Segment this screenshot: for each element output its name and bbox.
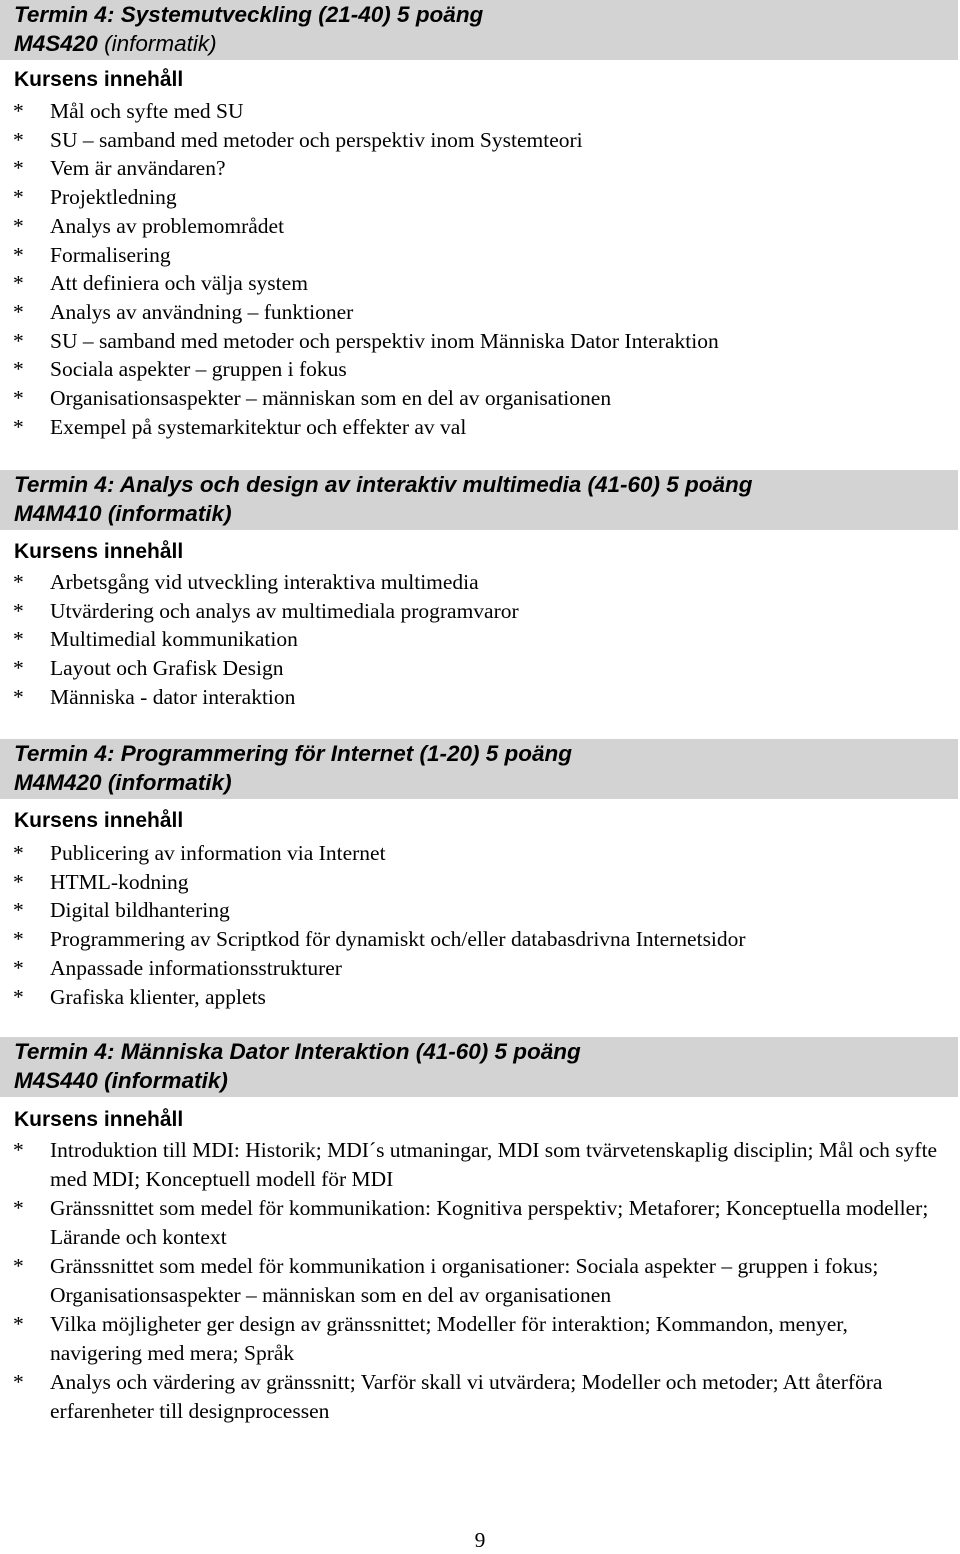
list-item <box>0 839 945 868</box>
course-department: (informatik) <box>104 1068 228 1093</box>
list-item <box>0 355 945 384</box>
list-item <box>0 868 945 897</box>
list-item <box>0 954 945 983</box>
bullet-star: * <box>13 185 24 210</box>
list-item-text: Analys av problemområdet <box>50 213 285 238</box>
course-code-line <box>14 769 232 797</box>
list-item <box>0 597 945 626</box>
bullet-star: * <box>13 684 24 709</box>
content-list <box>0 97 945 441</box>
list-item-text: Vem är användaren? <box>50 156 226 181</box>
list-item-text: Grafiska klienter, applets <box>50 984 266 1009</box>
list-item-text: Exempel på systemarkitektur och effekter av val <box>50 414 467 439</box>
bullet-star: * <box>13 927 24 952</box>
course-department: (informatik) <box>107 770 232 795</box>
list-item-text: Arbetsgång vid utveckling interaktiva multimedia <box>50 570 479 594</box>
page-number: 9 <box>474 1528 486 1552</box>
course-header <box>0 470 958 530</box>
course-title: Termin 4: Programmering för Internet (1-20) 5 poäng <box>14 741 573 766</box>
list-item-text: HTML-kodning <box>50 869 189 894</box>
course-code: M4M410 <box>14 501 102 526</box>
list-item-text: Analys och värdering av gränssnitt; Varför skall vi utvärdera; Modeller och metoder; Att återföra erfarenheter till designprocessen <box>50 1370 883 1423</box>
list-item <box>0 625 945 654</box>
bullet-star: * <box>13 127 24 152</box>
list-item-text: Projektledning <box>50 185 177 210</box>
course-header <box>0 739 958 799</box>
course-code: M4M420 <box>14 770 102 795</box>
list-item <box>0 683 945 712</box>
bullet-star: * <box>13 627 24 652</box>
bullet-star: * <box>13 242 24 267</box>
list-item-text: Programmering av Scriptkod för dynamiskt och/eller databasdrivna Internetsidor <box>50 927 746 952</box>
bullet-star: * <box>13 1196 24 1220</box>
list-item-text: Layout och Grafisk Design <box>50 656 284 681</box>
list-item <box>0 1194 945 1252</box>
list-item <box>0 1368 945 1426</box>
bullet-star: * <box>13 213 24 238</box>
content-heading: Kursens innehåll <box>14 68 184 91</box>
course-header <box>0 1037 958 1097</box>
content-heading: Kursens innehåll <box>14 540 184 563</box>
list-item-text: SU – samband med metoder och perspektiv inom Systemteori <box>50 127 583 152</box>
bullet-star: * <box>13 656 24 681</box>
list-item <box>0 384 945 413</box>
list-item-text: Organisationsaspekter – människan som en del av organisationen <box>50 386 612 411</box>
list-item-text: Digital bildhantering <box>50 898 230 923</box>
list-item-text: Mål och syfte med SU <box>50 99 244 123</box>
bullet-star: * <box>13 386 24 411</box>
list-item <box>0 126 945 155</box>
list-item <box>0 298 945 327</box>
course-title: Termin 4: Systemutveckling (21-40) 5 poäng <box>14 2 484 27</box>
content-heading: Kursens innehåll <box>14 809 184 832</box>
list-item-text: Utvärdering och analys av multimediala programvaror <box>50 598 519 623</box>
bullet-star: * <box>13 841 24 865</box>
list-item-text: Publicering av information via Internet <box>50 841 386 865</box>
bullet-star: * <box>13 1312 24 1336</box>
list-item <box>0 97 945 126</box>
course-code: M4S440 <box>14 1068 98 1093</box>
bullet-star: * <box>13 299 24 324</box>
list-item <box>0 154 945 183</box>
list-item <box>0 183 945 212</box>
course-code-line <box>14 1067 228 1095</box>
list-item-text: Sociala aspekter – gruppen i fokus <box>50 357 347 382</box>
bullet-star: * <box>13 357 24 382</box>
list-item-text: Anpassade informationsstrukturer <box>50 955 342 980</box>
list-item <box>0 212 945 241</box>
content-list <box>0 568 945 712</box>
course-department: (informatik) <box>104 31 217 56</box>
list-item <box>0 654 945 683</box>
list-item-text: Att definiera och välja system <box>50 271 308 296</box>
list-item <box>0 1252 945 1310</box>
list-item-text: Gränssnittet som medel för kommunikation: Kognitiva perspektiv; Metaforer; Konceptuella modeller; Lärande och kontext <box>50 1196 929 1249</box>
content-list <box>0 839 945 1011</box>
list-item-text: SU – samband med metoder och perspektiv inom Människa Dator Interaktion <box>50 328 719 353</box>
bullet-star: * <box>13 1138 24 1162</box>
list-item <box>0 1136 945 1194</box>
bullet-star: * <box>13 156 24 181</box>
bullet-star: * <box>13 898 24 923</box>
bullet-star: * <box>13 955 24 980</box>
list-item-text: Människa - dator interaktion <box>50 684 296 709</box>
course-title: Termin 4: Människa Dator Interaktion (41-60) 5 poäng <box>14 1039 581 1064</box>
list-item <box>0 241 945 270</box>
content-heading: Kursens innehåll <box>14 1108 184 1131</box>
course-code: M4S420 <box>14 31 98 56</box>
course-title: Termin 4: Analys och design av interaktiv multimedia (41-60) 5 poäng <box>14 472 753 497</box>
bullet-star: * <box>13 271 24 296</box>
bullet-star: * <box>13 328 24 353</box>
list-item <box>0 269 945 298</box>
bullet-star: * <box>13 99 24 123</box>
course-code-line <box>14 30 217 58</box>
list-item-text: Analys av användning – funktioner <box>50 299 354 324</box>
bullet-star: * <box>13 869 24 894</box>
bullet-star: * <box>13 570 24 594</box>
list-item-text: Introduktion till MDI: Historik; MDI´s utmaningar, MDI som tvärvetenskaplig disciplin; Mål och syfte med MDI; Konceptuell modell för MDI <box>50 1138 938 1191</box>
course-header <box>0 0 958 60</box>
list-item-text: Formalisering <box>50 242 171 267</box>
list-item <box>0 568 945 597</box>
bullet-star: * <box>13 984 24 1009</box>
bullet-star: * <box>13 1370 24 1394</box>
course-department: (informatik) <box>107 501 232 526</box>
list-item <box>0 983 945 1012</box>
list-item-text: Gränssnittet som medel för kommunikation i organisationer: Sociala aspekter – gruppen i fokus; Organisationsaspekter – människan som en del av organisationen <box>50 1254 879 1307</box>
bullet-star: * <box>13 1254 24 1278</box>
list-item-text: Multimedial kommunikation <box>50 627 298 652</box>
list-item <box>0 413 945 442</box>
list-item <box>0 1310 945 1368</box>
list-item <box>0 327 945 356</box>
content-list <box>0 1136 945 1426</box>
bullet-star: * <box>13 414 24 439</box>
list-item-text: Vilka möjligheter ger design av gränssnittet; Modeller för interaktion; Kommandon, menyer, navigering med mera; Språk <box>50 1312 848 1365</box>
course-code-line <box>14 500 232 528</box>
bullet-star: * <box>13 598 24 623</box>
list-item <box>0 925 945 954</box>
list-item <box>0 896 945 925</box>
